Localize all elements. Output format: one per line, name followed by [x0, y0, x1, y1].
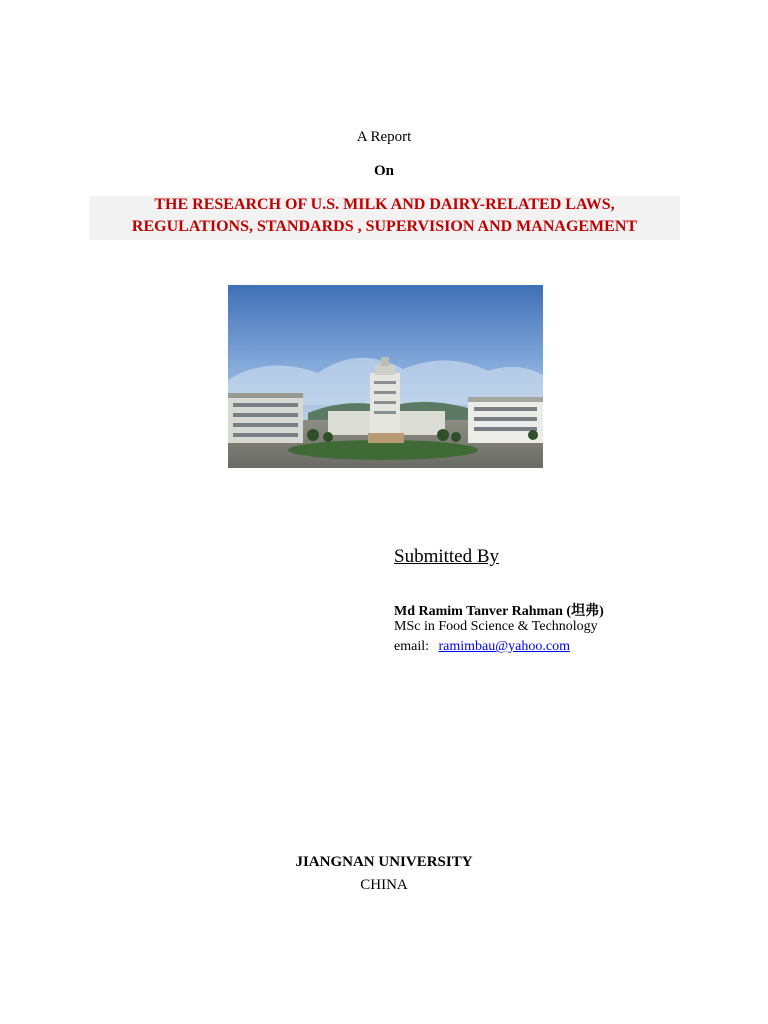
- campus-photo: [228, 285, 543, 468]
- photo-left-building: [228, 393, 303, 443]
- email-label: email:: [394, 639, 429, 654]
- report-label: A Report: [356, 129, 412, 145]
- email-link[interactable]: ramimbau@yahoo.com: [438, 639, 570, 654]
- on-label: On: [373, 163, 394, 179]
- country-name: CHINA: [360, 877, 408, 893]
- author-email-row: [394, 639, 570, 655]
- university-name: JIANGNAN UNIVERSITY: [295, 854, 473, 870]
- submitted-by-heading: Submitted By: [394, 546, 500, 567]
- report-title-line-1: THE RESEARCH OF U.S. MILK AND DAIRY-RELATED LAWS,: [154, 196, 615, 213]
- photo-stone-sign: [368, 433, 404, 443]
- report-title-line-2: REGULATIONS, STANDARDS , SUPERVISION AND MANAGEMENT: [131, 218, 638, 235]
- author-name: Md Ramim Tanver Rahman (坦弗): [394, 604, 604, 619]
- author-degree: MSc in Food Science & Technology: [394, 619, 598, 634]
